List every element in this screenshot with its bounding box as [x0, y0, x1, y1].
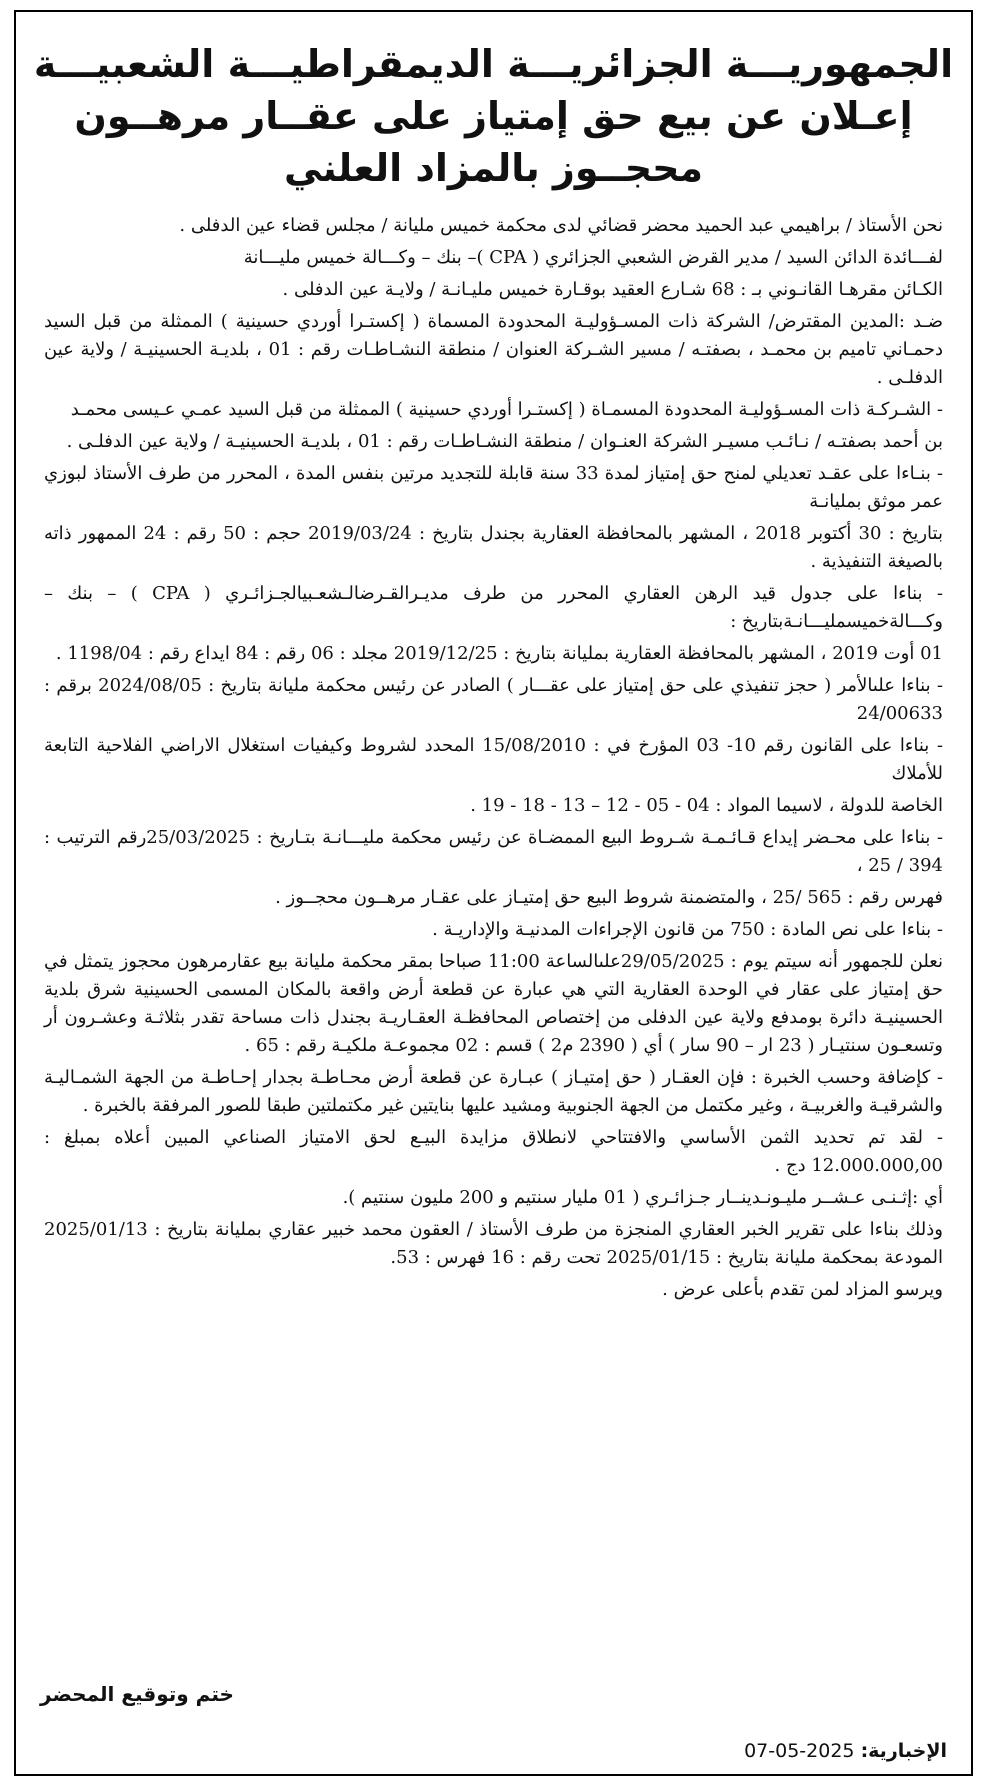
- paragraph: لفـــائدة الدائن السيد / مدير القرض الشعبي الجزائري ( CPA )– بنك – وكـــالة خميس مليـــانة: [243, 247, 943, 268]
- paragraph: نحن الأستاذ / براهيمي عبد الحميد محضر قضائي لدى محكمة خميس مليانة / مجلس قضاء عين الدفلى .: [179, 215, 943, 236]
- paragraph: - بناءا على نص المادة : 750 من قانون الإجراءات المدنيـة والإداريـة .: [432, 919, 943, 940]
- paragraph: - لقد تم تحديد الثمن الأساسي والافتتاحي لانطلاق مزايدة البيـع لحق الامتياز الصناعي المبين أعلاه بمبلغ : 12.000.000,00 دج .: [44, 1127, 943, 1176]
- paragraph: الكـائن مقرهـا القانـوني بـ : 68 شـارع العقيد بوقـارة خميس مليـانـة / ولايـة عين الدفلى .: [282, 279, 943, 300]
- date-value: 2025-05-07: [744, 1740, 855, 1762]
- document-footer: [40, 1682, 947, 1762]
- paragraph: ضـد :المدين المقترض/ الشركة ذات المسـؤوليـة المحدودة المسماة ( إكستـرا أوردي حسينية ) الممثلة من قبل السيد دحمـاني تاميم بن محمـد ، بصفتـه / مسير الشـركة العنوان / منطقة النشـاطـات رقم : 01 ، بلديـة الحسينيـة / ولاية عين الدفلـى .: [44, 311, 943, 388]
- date-label: الإخبارية:: [860, 1740, 947, 1762]
- paragraph: أي :إثـنـى عـشــر مليـونـدينــار جـزائـري ( 01 مليار سنتيم و 200 مليون سنتيم ).: [342, 1187, 943, 1208]
- paragraph: الخاصة للدولة ، لاسيما المواد : 04 - 05 - 12 – 13 - 18 - 19 .: [470, 795, 943, 816]
- header-line-3: محجــوز بالمزاد العلني: [283, 146, 704, 190]
- header-line-2: إعـلان عن بيع حق إمتياز على عقــار مرهــون: [74, 94, 913, 138]
- paragraph: - بناءا على محـضر إيداع قـائـمـة شـروط البيع الممضـاة عن رئيس محكمة مليـــانـة بتـاريخ : 25/03/2025رقم الترتيب : 394 / 25 ،: [44, 827, 943, 876]
- document-body: [14, 212, 973, 1304]
- paragraph: - بنـاءا على عقـد تعديلي لمنح حق إمتياز لمدة 33 سنة قابلة للتجديد مرتين بنفس المدة ، المحرر من طرف الأستاذ لبوزي عمر موثق بمليانـة: [44, 463, 943, 512]
- signature-label: ختم وتوقيع المحضر: [40, 1682, 234, 1706]
- paragraph: ويرسو المزاد لمن تقدم بأعلى عرض .: [662, 1279, 943, 1300]
- paragraph: - بناءا على جدول قيد الرهن العقاري المحرر من طرف مديـرالقـرضالـشعـبيالجـزائـري ( CPA ) – بنك – وكـــالةخميسمليـــانـةبتاريخ :: [44, 583, 943, 632]
- paragraph: وذلك بناءا على تقرير الخبر العقاري المنجزة من طرف الأستاذ / العقون محمد خبير عقاري بمليانة بتاريخ : 2025/01/13 المودعة بمحكمة مليانة بتاريخ : 2025/01/15 تحت رقم : 16 فهرس : 53.: [44, 1219, 943, 1268]
- paragraph: - الشـركـة ذات المسـؤوليـة المحدودة المسمـاة ( إكستـرا أوردي حسينية ) الممثلة من قبل السيد عمـي عـيسى محمـد: [70, 399, 943, 420]
- header-line-1: الجمهوريـــة الجزائريـــة الديمقراطيـــة الشعبيـــة: [33, 42, 954, 86]
- paragraph: 01 أوت 2019 ، المشهر بالمحافظة العقارية بمليانة بتاريخ : 2019/12/25 مجلد : 06 رقم : 84 ايداع رقم : 1198/04 .: [55, 643, 943, 664]
- document-header: [14, 0, 973, 194]
- paragraph: بتاريخ : 30 أكتوبر 2018 ، المشهر بالمحافظة العقارية بجندل بتاريخ : 2019/03/24 حجم : 50 رقم : 24 الممهور ذاته بالصيغة التنفيذية .: [44, 523, 943, 572]
- publication-date: [744, 1740, 947, 1762]
- paragraph: فهرس رقم : 565 /25 ، والمتضمنة شروط البيع حق إمتيـاز على عقـار مرهــون محجــوز .: [275, 887, 943, 908]
- paragraph: نعلن للجمهور أنه سيتم يوم : 29/05/2025علىالساعة 11:00 صباحا بمقر محكمة مليانة بيع عقارمرهون محجوز يتمثل في حق إمتياز على عقار في الوحدة العقارية التي هي عبارة عن قطعة أرض واقعة بالمكان المسمى الحسينية شرق بلدية الحسينيـة دائرة بومدفع ولاية عين الدفلى من إختصاص المحافظـة العقـاريـة بجندل ذات مساحة تقدر بثلاثـة وعشـرون أر وتسعـون سنتيـار ( 23 ار – 90 سار ) أي ( 2390 م2 ) قسم : 02 مجموعـة ملكيـة رقم : 65 .: [44, 951, 943, 1056]
- paragraph: بن أحمد بصفتـه / نـائـب مسيـر الشركة العنـوان / منطقة النشـاطـات رقم : 01 ، بلديـة الحسينيـة / ولاية عين الدفلـى .: [66, 431, 943, 452]
- paragraph: - بناءا علىالأمر ( حجز تنفيذي على حق إمتياز على عقـــار ) الصادر عن رئيس محكمة مليانة بتاريخ : 2024/08/05 برقم : 24/00633: [44, 675, 943, 724]
- paragraph: - بناءا على القانون رقم 10- 03 المؤرخ في : 15/08/2010 المحدد لشروط وكيفيات استغلال الاراضي الفلاحية التابعة للأملاك: [44, 735, 943, 784]
- paragraph: - كإضافة وحسب الخبرة : فإن العقـار ( حق إمتيـاز ) عبـارة عن قطعة أرض محـاطـة بجدار إحـاطـة من الجهة الشمـاليـة والشرقيـة والغربيـة ، وغير مكتمل من الجهة الجنوبية ومشيد عليها بنايتين غير مكتملتين طبقا للصور المرفقة بالخبرة .: [44, 1067, 943, 1116]
